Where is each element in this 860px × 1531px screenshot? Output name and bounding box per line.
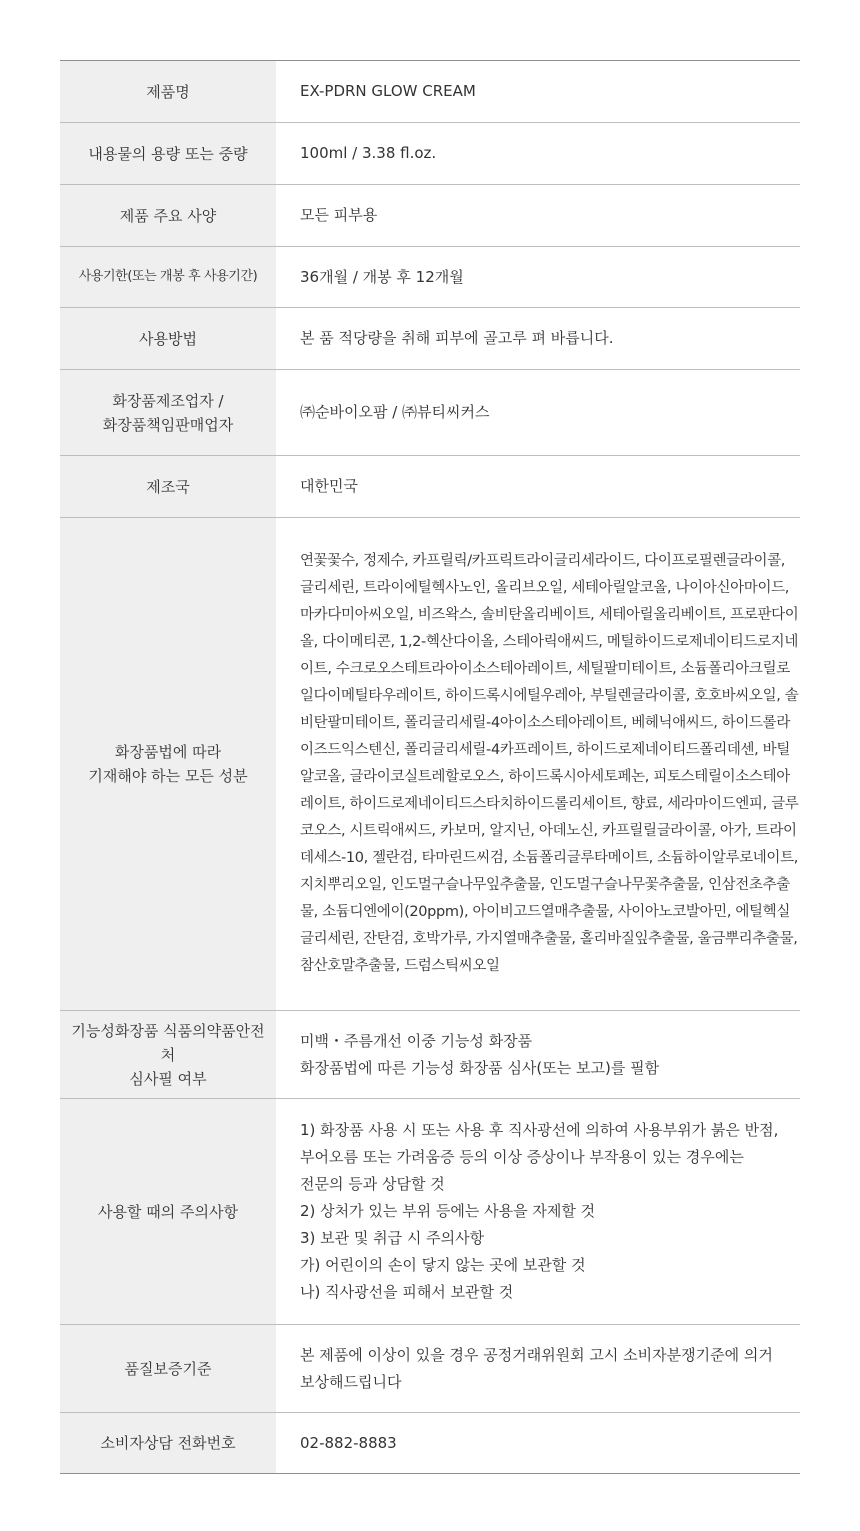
row-expiry bbox=[60, 247, 800, 308]
row-value: 미백・주름개선 이중 기능성 화장품 화장품법에 따른 기능성 화장품 심사(또는 보고)를 필함 bbox=[300, 1031, 660, 1077]
row-consumer-phone bbox=[60, 1413, 800, 1474]
row-main-spec bbox=[60, 185, 800, 247]
row-product-name bbox=[60, 61, 800, 123]
row-functional-review bbox=[60, 1011, 800, 1099]
row-label: 제품 주요 사양 bbox=[60, 185, 276, 246]
row-label: 사용기한(또는 개봉 후 사용기간) bbox=[60, 247, 276, 307]
row-label: 화장품법에 따라 기재해야 하는 모든 성분 bbox=[60, 518, 276, 1010]
row-label: 내용물의 용량 또는 중량 bbox=[60, 123, 276, 184]
row-volume bbox=[60, 123, 800, 185]
row-value: 대한민국 bbox=[300, 477, 358, 495]
product-info-table bbox=[60, 60, 800, 1474]
row-value: EX-PDRN GLOW CREAM bbox=[300, 82, 476, 100]
row-label: 화장품제조업자 / 화장품책임판매업자 bbox=[60, 370, 276, 455]
row-country bbox=[60, 456, 800, 518]
row-value: 본 제품에 이상이 있을 경우 공정거래위원회 고시 소비자분쟁기준에 의거 보상해드립니다 bbox=[300, 1345, 773, 1391]
row-value: 100ml / 3.38 fl.oz. bbox=[300, 144, 437, 162]
row-value: 02-882-8883 bbox=[300, 1433, 397, 1452]
row-label: 소비자상담 전화번호 bbox=[60, 1413, 276, 1473]
row-value: 36개월 / 개봉 후 12개월 bbox=[300, 267, 464, 286]
row-value: 모든 피부용 bbox=[300, 206, 378, 224]
row-ingredients bbox=[60, 518, 800, 1011]
row-quality-guarantee bbox=[60, 1325, 800, 1413]
row-label: 품질보증기준 bbox=[60, 1325, 276, 1412]
row-value: 1) 화장품 사용 시 또는 사용 후 직사광선에 의하여 사용부위가 붉은 반점, 부어오름 또는 가려움증 등의 이상 증상이나 부작용이 있는 경우에는 전문의 등과 상담할 것 2) 상처가 있는 부위 등에는 사용을 자제할 것 3) 보관 및 취급 시 주의사항 가) 어린이의 손이 닿지 않는 곳에 보관할 것 나) 직사광선을 피해서 보관할 것 bbox=[300, 1121, 779, 1301]
row-label: 제품명 bbox=[60, 61, 276, 122]
row-value: 연꽃꽃수, 정제수, 카프릴릭/카프릭트라이글리세라이드, 다이프로필렌글라이콜, 글리세린, 트라이에틸헥사노인, 올리브오일, 세테아릴알코올, 나이아신아마이드, 마카다미아씨오일, 비즈왁스, 솔비탄올리베이트, 세테아릴올리베이트, 프로판다이올, 다이메티콘, 1,2-헥산다이올, 스테아릭애씨드, 메틸하이드로제네이티드로지네이트, 수크로오스테트라아이소스테아레이트, 세틸팔미테이트, 소듐폴리아크릴로일다이메틸타우레이트, 하이드록시에틸우레아, 부틸렌글라이콜, 호호바씨오일, 솔비탄팔미테이트, 폴리글리세릴-4아이소스테아레이트, 베헤닉애씨드, 하이드롤라이즈드익스텐신, 폴리글리세릴-4카프레이트, 하이드로제네이티드폴리데센, 바틸알코올, 글라이코실트레할로오스, 하이드록시아세토페논, 피토스테릴이소스테아레이트, 하이드로제네이티드스타치하이드롤리세이트, 향료, 세라마이드엔피, 글루코오스, 시트릭애씨드, 카보머, 알지닌, 아데노신, 카프릴릴글라이콜, 아가, 트라이데세스-10, 젤란검, 타마린드씨검, 소듐폴리글루타메이트, 소듐하이알루로네이트, 지치뿌리오일, 인도멀구슬나무잎추출물, 인도멀구슬나무꽃추출물, 인삼전초추출물, 소듐디엔에이(20ppm), 아이비고드열매추출물, 사이아노코발아민, 에틸헥실글리세린, 잔탄검, 호박가루, 가지열매추출물, 홀리바질잎추출물, 울금뿌리추출물, 참산호말추출물, 드럼스틱씨오일 bbox=[300, 553, 799, 974]
row-label: 사용방법 bbox=[60, 308, 276, 369]
row-value: 본 품 적당량을 취해 피부에 골고루 펴 바릅니다. bbox=[300, 329, 614, 347]
row-label: 사용할 때의 주의사항 bbox=[60, 1099, 276, 1324]
row-manufacturer bbox=[60, 370, 800, 456]
row-label: 기능성화장품 식품의약품안전처 심사필 여부 bbox=[60, 1011, 276, 1098]
row-precautions bbox=[60, 1099, 800, 1325]
row-value: ㈜순바이오팜 / ㈜뷰티씨커스 bbox=[300, 403, 490, 421]
row-label: 제조국 bbox=[60, 456, 276, 517]
row-usage bbox=[60, 308, 800, 370]
